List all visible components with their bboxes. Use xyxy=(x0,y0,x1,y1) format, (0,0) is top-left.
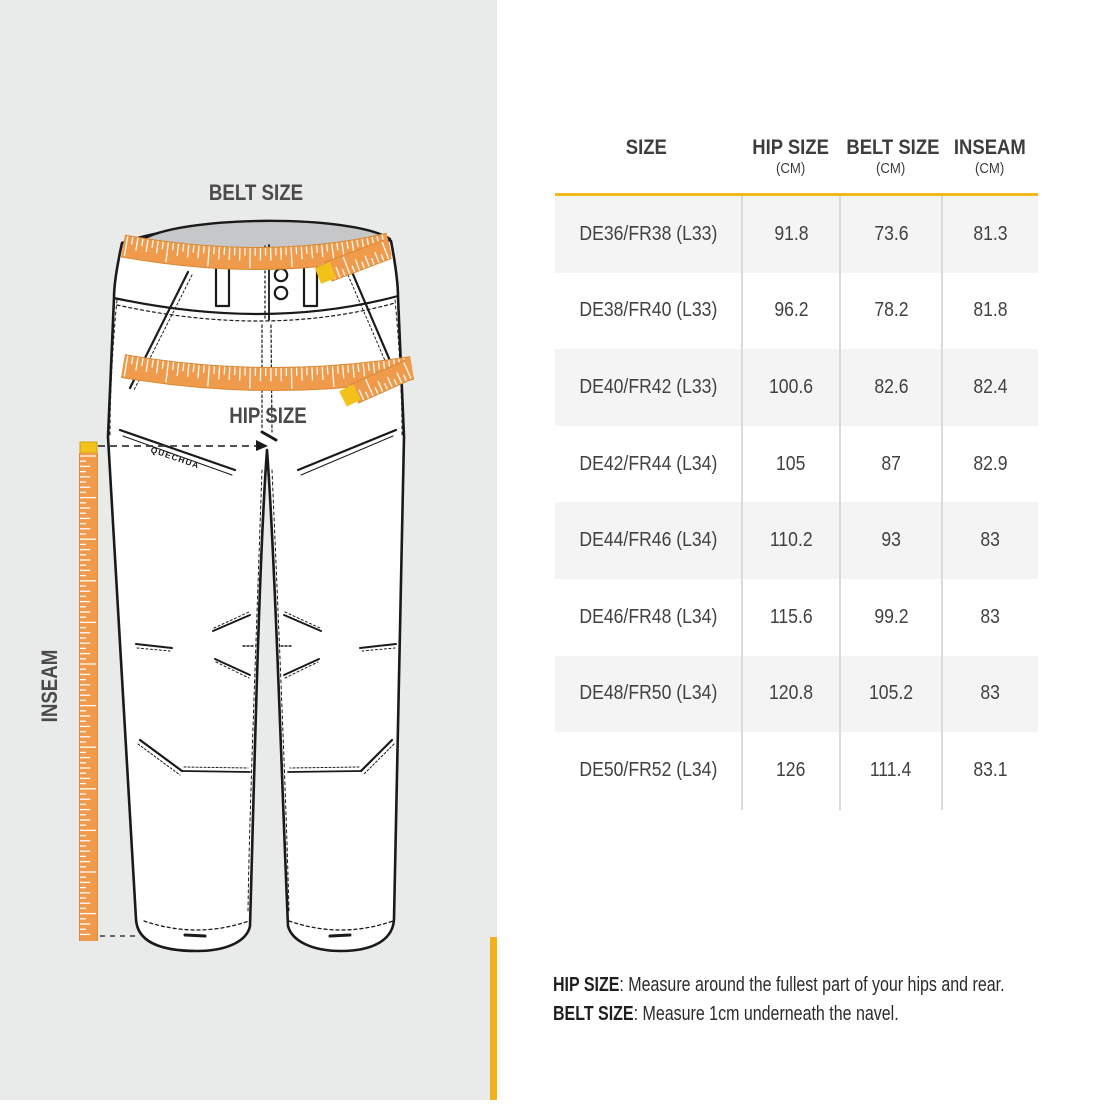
cell-belt: 111.4 xyxy=(840,759,942,782)
hip-tape-tip xyxy=(343,392,357,399)
cell-inseam: 82.4 xyxy=(942,376,1038,399)
quechua-logo: QUECHUA xyxy=(149,444,201,470)
table-row xyxy=(555,656,1038,733)
header-inseam-label: INSEAM xyxy=(954,137,1026,159)
table-row xyxy=(555,426,1038,503)
cell-inseam: 81.8 xyxy=(942,299,1038,322)
cell-size: DE38/FR40 (L33) xyxy=(555,299,742,322)
cell-inseam: 83 xyxy=(942,529,1038,552)
header-size-label: SIZE xyxy=(626,137,667,159)
cell-size: DE36/FR38 (L33) xyxy=(555,223,742,246)
column-divider xyxy=(741,196,743,810)
table-row xyxy=(555,502,1038,579)
cell-size: DE42/FR44 (L34) xyxy=(555,453,742,476)
table-row xyxy=(555,579,1038,656)
header-inseam xyxy=(942,137,1038,178)
belt-tape-tip xyxy=(318,270,333,276)
table-row xyxy=(555,273,1038,350)
fly-button-top xyxy=(275,269,287,281)
header-hip-unit: (CM) xyxy=(776,159,805,178)
cell-hip: 96.2 xyxy=(742,299,840,322)
diagram-panel xyxy=(0,0,497,1100)
cell-hip: 115.6 xyxy=(742,606,840,629)
cell-hip: 110.2 xyxy=(742,529,840,552)
measurement-notes xyxy=(553,971,1100,1028)
belt-note-text: : Measure 1cm underneath the navel. xyxy=(634,1003,899,1025)
header-belt-unit: (CM) xyxy=(876,159,905,178)
hip-note-term: HIP SIZE xyxy=(553,974,619,996)
cell-inseam: 83 xyxy=(942,606,1038,629)
pants-outline xyxy=(108,221,404,951)
cell-belt: 78.2 xyxy=(840,299,942,322)
cell-belt: 99.2 xyxy=(840,606,942,629)
cell-belt: 105.2 xyxy=(840,682,942,705)
cell-size: DE50/FR52 (L34) xyxy=(555,759,742,782)
fly-button-bottom xyxy=(275,287,287,299)
yellow-accent-bar xyxy=(490,937,497,1100)
belt-size-label: BELT SIZE xyxy=(209,182,303,206)
cell-inseam: 81.3 xyxy=(942,223,1038,246)
table-header-row xyxy=(555,137,1038,178)
cell-hip: 120.8 xyxy=(742,682,840,705)
column-divider xyxy=(839,196,841,810)
cell-hip: 105 xyxy=(742,453,840,476)
cell-inseam: 83.1 xyxy=(942,759,1038,782)
header-belt-label: BELT SIZE xyxy=(846,137,939,159)
header-inseam-unit: (CM) xyxy=(975,159,1004,178)
cell-hip: 91.8 xyxy=(742,223,840,246)
cell-size: DE40/FR42 (L33) xyxy=(555,376,742,399)
hip-note-text: : Measure around the fullest part of your hips and rear. xyxy=(619,974,1004,996)
table-row xyxy=(555,349,1038,426)
inseam-tape xyxy=(80,442,97,941)
cell-size: DE44/FR46 (L34) xyxy=(555,529,742,552)
cell-belt: 73.6 xyxy=(840,223,942,246)
cell-hip: 100.6 xyxy=(742,376,840,399)
header-hip-label: HIP SIZE xyxy=(753,137,830,159)
hip-size-label: HIP SIZE xyxy=(229,405,307,429)
pants-diagram xyxy=(0,0,497,1100)
cell-size: DE48/FR50 (L34) xyxy=(555,682,742,705)
column-divider xyxy=(941,196,943,810)
cell-belt: 87 xyxy=(840,453,942,476)
belt-size-note xyxy=(553,1000,1100,1029)
cell-size: DE46/FR48 (L34) xyxy=(555,606,742,629)
inseam-tape-tip xyxy=(80,442,97,453)
inseam-label: INSEAM xyxy=(39,650,63,723)
header-hip xyxy=(742,137,840,178)
cell-inseam: 82.9 xyxy=(942,453,1038,476)
header-belt xyxy=(840,137,942,178)
cell-inseam: 83 xyxy=(942,682,1038,705)
belt-note-term: BELT SIZE xyxy=(553,1003,634,1025)
cell-hip: 126 xyxy=(742,759,840,782)
cell-belt: 93 xyxy=(840,529,942,552)
table-row xyxy=(555,196,1038,273)
table-body xyxy=(555,196,1038,809)
cell-belt: 82.6 xyxy=(840,376,942,399)
hip-size-note xyxy=(553,971,1100,1000)
table-row xyxy=(555,732,1038,809)
header-size xyxy=(555,137,742,178)
